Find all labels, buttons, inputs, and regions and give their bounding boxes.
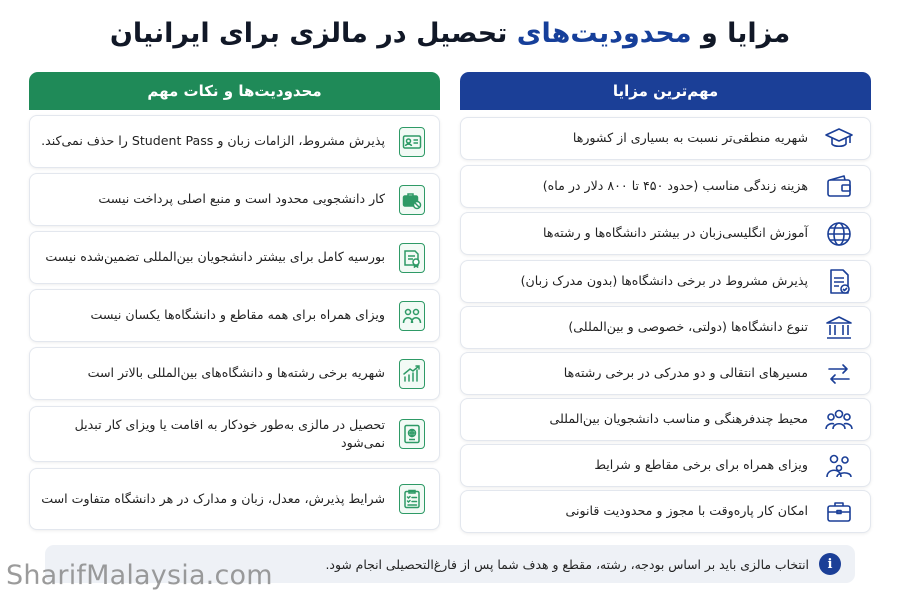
people-group-icon [822, 403, 856, 437]
advantages-column [460, 72, 871, 519]
limitation-text: بورسیه کامل برای بیشتر دانشجویان بین‌المللی تضمین‌شده نیست [45, 249, 385, 265]
scholarship-icon [399, 243, 425, 273]
title-highlight: محدودیت‌های [516, 18, 692, 49]
advantage-item-part-time-work [460, 490, 871, 533]
wallet-icon [822, 170, 856, 204]
limitation-text: پذیرش مشروط، الزامات زبان و Student Pass را حذف نمی‌کند. [41, 133, 385, 149]
id-card-icon [399, 127, 425, 157]
graduation-cap-icon [822, 122, 856, 156]
briefcase-icon [822, 495, 856, 529]
advantage-text: آموزش انگلیسی‌زبان در بیشتر دانشگاه‌ها و رشته‌ها [543, 225, 808, 241]
briefcase-blocked-icon [399, 185, 425, 215]
advantage-text: پذیرش مشروط در برخی دانشگاه‌ها (بدون مدرک زبان) [520, 273, 808, 289]
limitation-item-scholarship [29, 231, 440, 284]
site-watermark: SharifMalaysia.com [6, 560, 273, 591]
limitations-column [29, 72, 440, 506]
limitation-text: شهریه برخی رشته‌ها و دانشگاه‌های بین‌المللی بالاتر است [87, 365, 385, 381]
limitation-item-admission-requirements [29, 468, 440, 530]
advantage-text: محیط چندفرهنگی و مناسب دانشجویان بین‌المللی [549, 411, 808, 427]
advantage-text: تنوع دانشگاه‌ها (دولتی، خصوصی و بین‌المللی) [568, 319, 808, 335]
limitation-text: تحصیل در مالزی به‌طور خودکار به اقامت یا ویزای کار تبدیل نمی‌شود [74, 416, 385, 450]
advantage-text: ویزای همراه برای برخی مقاطع و شرایط [594, 457, 808, 473]
info-note-text: انتخاب مالزی باید بر اساس بودجه، رشته، مقطع و هدف شما پس از فارغ‌التحصیلی انجام شود. [325, 556, 809, 572]
advantage-item-living-cost [460, 165, 871, 208]
title-part-2: تحصیل در مالزی برای ایرانیان [109, 18, 517, 49]
title-part-1: مزایا و [691, 18, 791, 49]
advantage-item-transfer-paths [460, 352, 871, 395]
limitation-item-conditional-admission [29, 115, 440, 168]
transfer-arrows-icon [822, 357, 856, 391]
advantages-header: مهم‌ترین مزایا [460, 72, 871, 110]
advantage-text: امکان کار پاره‌وقت با مجوز و محدودیت قانونی [565, 503, 808, 519]
limitation-item-higher-tuition [29, 347, 440, 400]
document-check-icon [822, 265, 856, 299]
limitations-header: محدودیت‌ها و نکات مهم [29, 72, 440, 110]
advantage-text: مسیرهای انتقالی و دو مدرکی در برخی رشته‌ها [563, 365, 808, 381]
advantage-item-dependent-visa [460, 444, 871, 487]
globe-icon [822, 217, 856, 251]
limitation-text: ویزای همراه برای همه مقاطع و دانشگاه‌ها یکسان نیست [90, 307, 385, 323]
limitation-item-student-work [29, 173, 440, 226]
advantage-item-tuition [460, 117, 871, 160]
advantage-item-multicultural [460, 398, 871, 441]
page-title [0, 18, 900, 49]
limitation-text: شرایط پذیرش، معدل، زبان و مدارک در هر دانشگاه متفاوت است [41, 490, 385, 506]
family-icon [399, 301, 425, 331]
info-icon: i [819, 553, 841, 575]
advantage-text: هزینه زندگی مناسب (حدود ۴۵۰ تا ۸۰۰ دلار در ماه) [542, 178, 808, 194]
limitation-item-no-residency [29, 406, 440, 462]
advantage-item-conditional-admission [460, 260, 871, 303]
rising-chart-icon [399, 359, 425, 389]
passport-icon [399, 419, 425, 449]
advantage-item-university-variety [460, 306, 871, 349]
checklist-icon [399, 484, 425, 514]
limitation-item-dependent-visa [29, 289, 440, 342]
family-icon [822, 449, 856, 483]
advantage-item-english [460, 212, 871, 255]
limitation-text: کار دانشجویی محدود است و منبع اصلی پرداخت نیست [98, 191, 385, 207]
advantage-text: شهریه منطقی‌تر نسبت به بسیاری از کشورها [572, 130, 808, 146]
university-building-icon [822, 311, 856, 345]
